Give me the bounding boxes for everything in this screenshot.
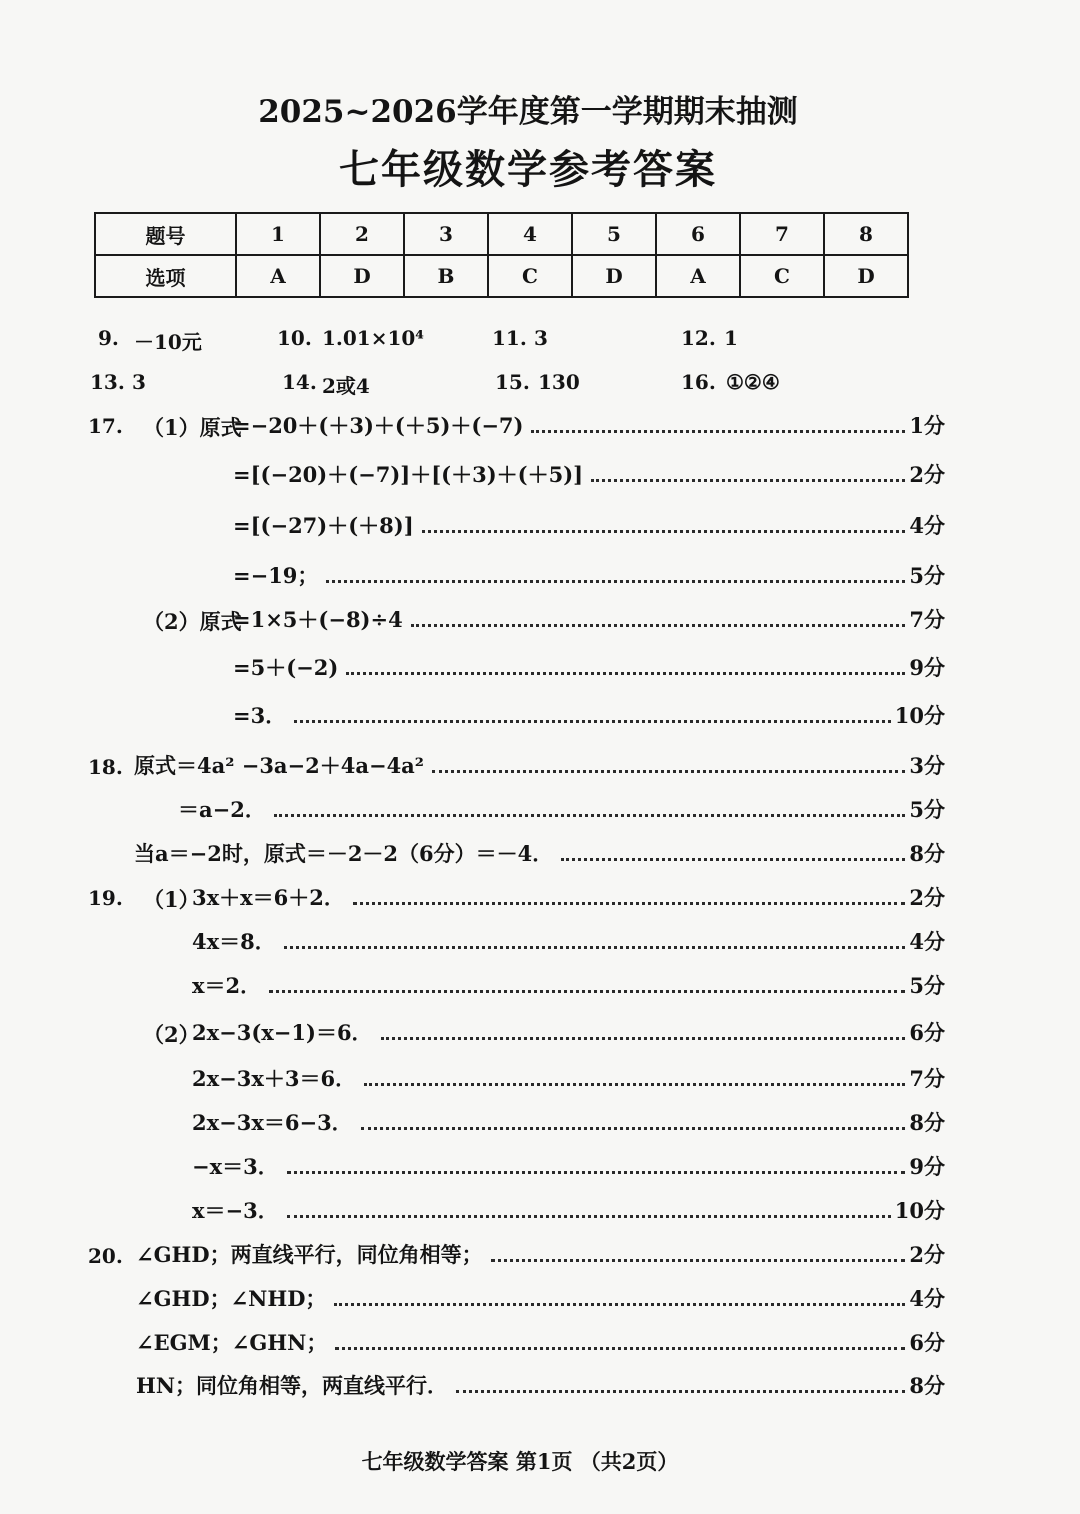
fill-answer: 130 [538, 370, 580, 394]
answer-cell: A [236, 255, 320, 297]
answer-cell: D [572, 255, 656, 297]
question-number-cell: 1 [236, 213, 320, 255]
step-expression: −x＝3． [192, 1154, 279, 1179]
solution-step [0, 970, 945, 1000]
solution-step [0, 1017, 945, 1047]
solution-step [0, 459, 945, 489]
solution-step [0, 926, 945, 956]
answer-cell: C [488, 255, 572, 297]
answer-row [95, 255, 908, 297]
step-points: 4分 [909, 929, 945, 954]
step-expression: =−19； [233, 563, 319, 588]
leader-dots [422, 530, 906, 533]
fill-number: 11. [492, 326, 527, 350]
step-points: 10分 [894, 1198, 945, 1223]
step-expression: x＝2． [192, 973, 262, 998]
step-points: 5分 [909, 797, 945, 822]
leader-dots [346, 672, 905, 675]
solution-step [0, 604, 945, 634]
leader-dots [274, 814, 906, 817]
fill-answer: 3 [534, 326, 548, 350]
row-header-answer: 选项 [95, 255, 236, 297]
question-number: 19. [88, 886, 123, 910]
step-expression: ∠GHD；两直线平行，同位角相等； [136, 1242, 483, 1267]
solution-step [0, 838, 945, 868]
row-header-question-number: 题号 [95, 213, 236, 255]
step-expression: 2x−3x＝6−3． [192, 1110, 353, 1135]
fill-answer: －10元 [134, 330, 202, 354]
step-expression: =[(−27)＋(＋8)] [233, 513, 414, 538]
step-expression: =[(−20)＋(−7)]＋[(＋3)＋(＋5)] [233, 462, 584, 487]
leader-dots [326, 580, 905, 583]
step-points: 2分 [909, 885, 945, 910]
leader-dots [287, 1215, 891, 1218]
solution-step [0, 1239, 945, 1269]
fill-answer: 2或4 [322, 374, 370, 398]
part-label: （1） [143, 887, 200, 912]
leader-dots [491, 1259, 906, 1262]
fill-answer: 1 [724, 326, 738, 350]
step-expression: =1×5＋(−8)÷4 [233, 607, 403, 632]
step-expression: ∠EGM；∠GHN； [136, 1330, 328, 1355]
fill-number: 14. [282, 370, 317, 394]
solution-step [0, 410, 945, 440]
solution-step [0, 1063, 945, 1093]
leader-dots [381, 1037, 906, 1040]
leader-dots [294, 720, 891, 723]
solution-step [0, 882, 945, 912]
solution-step [0, 1370, 945, 1400]
question-number-cell: 3 [404, 213, 488, 255]
leader-dots [334, 1303, 905, 1306]
step-points: 8分 [909, 1373, 945, 1398]
solution-step [0, 1151, 945, 1181]
step-points: 4分 [909, 513, 945, 538]
fill-number: 13. [90, 370, 125, 394]
step-points: 4分 [909, 1286, 945, 1311]
part-label: （1）原式 [143, 415, 242, 440]
step-points: 3分 [909, 753, 945, 778]
step-points: 6分 [909, 1020, 945, 1045]
part-label: （2） [143, 1022, 200, 1047]
step-expression: x＝−3． [192, 1198, 279, 1223]
solution-step [0, 510, 945, 540]
step-expression: 3x＋x＝6＋2． [192, 885, 345, 910]
exam-title: 2025~2026学年度第一学期期末抽测 [258, 94, 798, 130]
leader-dots [456, 1390, 905, 1393]
solution-step [0, 750, 945, 780]
fill-number: 12. [681, 326, 716, 350]
fill-number: 16. [681, 370, 716, 394]
question-number-cell: 8 [824, 213, 908, 255]
fill-answer: 1.01×10⁴ [322, 326, 425, 350]
part-label: （2）原式 [143, 609, 242, 634]
question-number-cell: 4 [488, 213, 572, 255]
fill-number: 10. [277, 326, 312, 350]
fill-number: 9. [98, 326, 119, 350]
leader-dots [284, 946, 906, 949]
step-points: 7分 [909, 1066, 945, 1091]
question-number: 17. [88, 414, 123, 438]
leader-dots [561, 858, 905, 861]
step-expression: 2x−3(x−1)＝6． [192, 1020, 373, 1045]
step-points: 8分 [909, 1110, 945, 1135]
leader-dots [432, 770, 905, 773]
answer-cell: A [656, 255, 740, 297]
question-number-cell: 5 [572, 213, 656, 255]
step-expression: 当a＝−2时，原式＝－2－2（6分）＝－4． [134, 841, 554, 866]
leader-dots [591, 479, 905, 482]
fill-answer: ①②④ [726, 370, 780, 394]
solution-step [0, 700, 945, 730]
step-expression: =−20＋(＋3)＋(＋5)＋(−7) [233, 413, 524, 438]
solution-step [0, 1107, 945, 1137]
page-footer: 七年级数学答案 第1页 （共2页） [361, 1449, 679, 1474]
solution-step [0, 1327, 945, 1357]
question-number-cell: 7 [740, 213, 824, 255]
question-number: 20. [88, 1244, 123, 1268]
step-expression: 原式＝4a² −3a−2＋4a−4a² [134, 753, 424, 778]
step-points: 1分 [909, 413, 945, 438]
leader-dots [411, 624, 906, 627]
step-points: 6分 [909, 1330, 945, 1355]
step-expression: ∠GHD；∠NHD； [136, 1286, 327, 1311]
step-points: 9分 [909, 1154, 945, 1179]
step-points: 5分 [909, 563, 945, 588]
question-number-row [95, 213, 908, 255]
leader-dots [364, 1083, 905, 1086]
solution-step [0, 1195, 945, 1225]
leader-dots [531, 430, 905, 433]
fill-answer: 3 [132, 370, 146, 394]
answer-cell: D [824, 255, 908, 297]
solution-step [0, 560, 945, 590]
question-number-cell: 2 [320, 213, 404, 255]
step-expression: =5＋(−2) [233, 655, 339, 680]
step-points: 7分 [909, 607, 945, 632]
solution-step [0, 652, 945, 682]
leader-dots [269, 990, 905, 993]
step-expression: 2x−3x＋3＝6． [192, 1066, 357, 1091]
step-points: 10分 [894, 703, 945, 728]
answer-key-title: 七年级数学参考答案 [339, 146, 717, 193]
question-number: 18. [88, 755, 123, 779]
fill-number: 15. [495, 370, 530, 394]
answer-cell: C [740, 255, 824, 297]
question-number-cell: 6 [656, 213, 740, 255]
step-points: 5分 [909, 973, 945, 998]
step-expression: ＝a−2． [178, 797, 266, 822]
leader-dots [287, 1171, 906, 1174]
leader-dots [353, 902, 905, 905]
multiple-choice-answer-table [94, 212, 909, 298]
step-points: 2分 [909, 1242, 945, 1267]
step-expression: HN；同位角相等，两直线平行． [136, 1373, 449, 1398]
leader-dots [335, 1347, 905, 1350]
answer-cell: B [404, 255, 488, 297]
step-points: 8分 [909, 841, 945, 866]
step-points: 2分 [909, 462, 945, 487]
step-points: 9分 [909, 655, 945, 680]
leader-dots [361, 1127, 906, 1130]
solution-step [0, 1283, 945, 1313]
step-expression: 4x＝8． [192, 929, 276, 954]
answer-cell: D [320, 255, 404, 297]
step-expression: =3． [233, 703, 287, 728]
solution-step [0, 794, 945, 824]
